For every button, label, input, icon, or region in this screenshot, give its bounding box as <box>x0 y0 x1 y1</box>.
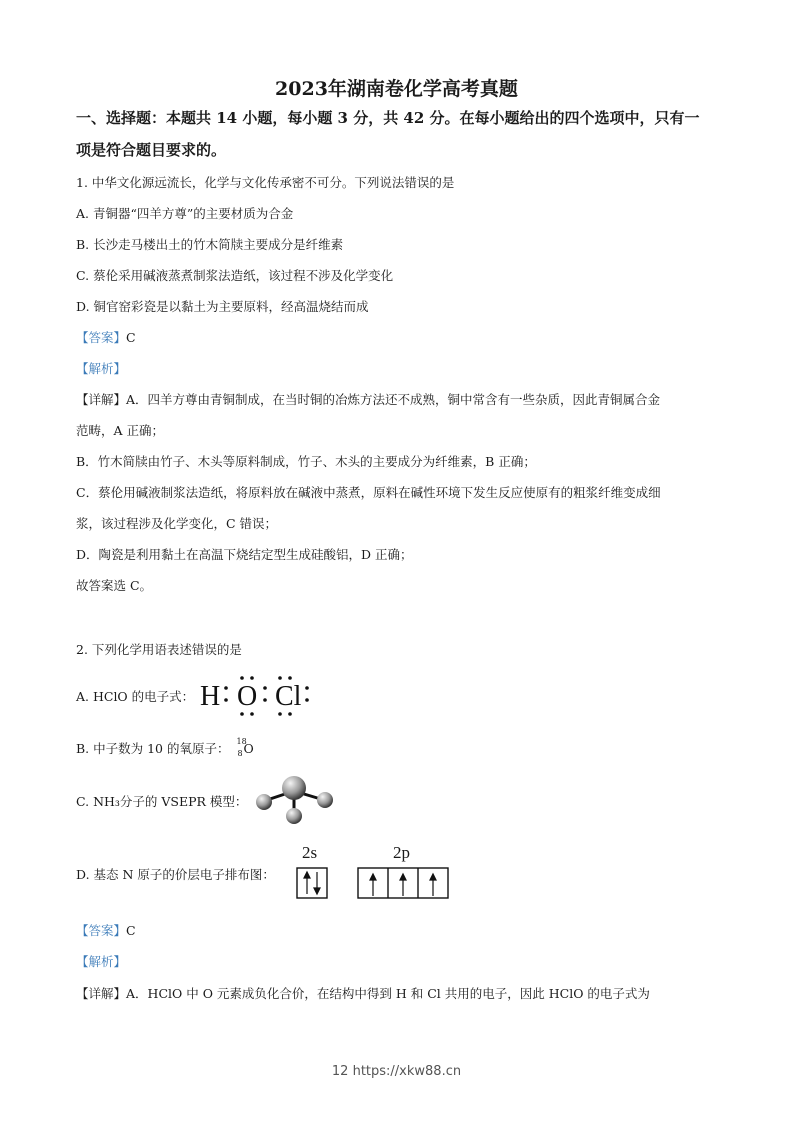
detail-tag: 【详解】 <box>76 392 127 407</box>
q2-option-b: B. 中子数为 10 的氧原子： 18 8 O <box>76 736 254 758</box>
atom-o: O <box>237 681 258 712</box>
q1-detail-line: B．竹木简牍由竹子、木头等原料制成，竹子、木头的主要成分为纤维素，B 正确； <box>76 454 536 469</box>
q1-option-d: D. 铜官窑彩瓷是以黏土为主要原料，经高温烧结而成 <box>76 299 369 314</box>
detail-tag: 【详解】 <box>76 986 127 1001</box>
q2-stem: 2. 下列化学用语表述错误的是 <box>76 642 242 657</box>
answer-tag: 【答案】 <box>76 330 127 345</box>
q1-stem: 1. 中华文化源远流长，化学与文化传承密不可分。下列说法错误的是 <box>76 175 455 190</box>
q1-detail-line: 故答案选 C。 <box>76 578 153 593</box>
hclo-lewis-structure <box>200 672 320 718</box>
q2-option-a-label: A. HClO 的电子式： <box>76 689 195 704</box>
oxygen-isotope-notation: 18 8 O <box>236 736 254 758</box>
section-heading-line1: 一、选择题：本题共 14 小题，每小题 3 分，共 42 分。在每小题给出的四个选项中，只有一 <box>76 109 700 127</box>
q2-analysis-tag: 【解析】 <box>76 954 127 969</box>
orbital-boxes <box>296 867 456 922</box>
page-title: 2023年湖南卷化学高考真题 <box>275 78 518 100</box>
q2-answer <box>76 921 136 939</box>
q1-answer <box>76 328 136 346</box>
q1-detail-line: C．蔡伦用碱液制浆法造纸，将原料放在碱液中蒸煮，原料在碱性环境下发生反应使原有的粗浆纤维变成细 <box>76 485 661 500</box>
q1-detail-line: D．陶瓷是利用黏土在高温下烧结定型生成硅酸铝，D 正确； <box>76 547 413 562</box>
answer-tag: 【答案】 <box>76 923 127 938</box>
orbital-2s-label: 2s <box>302 843 318 862</box>
atom-cl: Cl <box>275 681 302 712</box>
q1-detail-line: 范畴，A 正确； <box>76 423 165 438</box>
page-footer: 12 https://xkw88.cn <box>331 1064 462 1079</box>
q1-analysis-tag: 【解析】 <box>76 361 127 376</box>
q1-option-b: B. 长沙走马楼出土的竹木简牍主要成分是纤维素 <box>76 237 344 252</box>
q1-option-a: A. 青铜器“四羊方尊”的主要材质为合金 <box>76 206 294 221</box>
atom-h: H <box>200 681 221 712</box>
section-heading-line2: 项是符合题目要求的。 <box>76 141 227 159</box>
q1-option-c: C. 蔡伦采用碱液蒸煮制浆法造纸，该过程不涉及化学变化 <box>76 268 394 283</box>
q1-detail-line: 【详解】A．四羊方尊由青铜制成，在当时铜的冶炼方法还不成熟，铜中常含有一些杂质，因此青铜属合金 <box>76 392 661 407</box>
q2-option-c-label: C. NH₃分子的 VSEPR 模型： <box>76 794 248 809</box>
nh3-vsepr-model-icon <box>252 775 342 827</box>
q2-detail-line: 【详解】A．HClO 中 O 元素成负化合价，在结构中得到 H 和 Cl 共用的电子，因此 HClO 的电子式为 <box>76 986 650 1001</box>
answer-value: C <box>126 330 136 345</box>
orbital-2p-label: 2p <box>393 843 410 862</box>
q1-detail-line: 浆，该过程涉及化学变化，C 错误； <box>76 516 278 531</box>
q2-option-d-label: D. 基态 N 原子的价层电子排布图： <box>76 867 275 882</box>
answer-value: C <box>126 923 136 938</box>
